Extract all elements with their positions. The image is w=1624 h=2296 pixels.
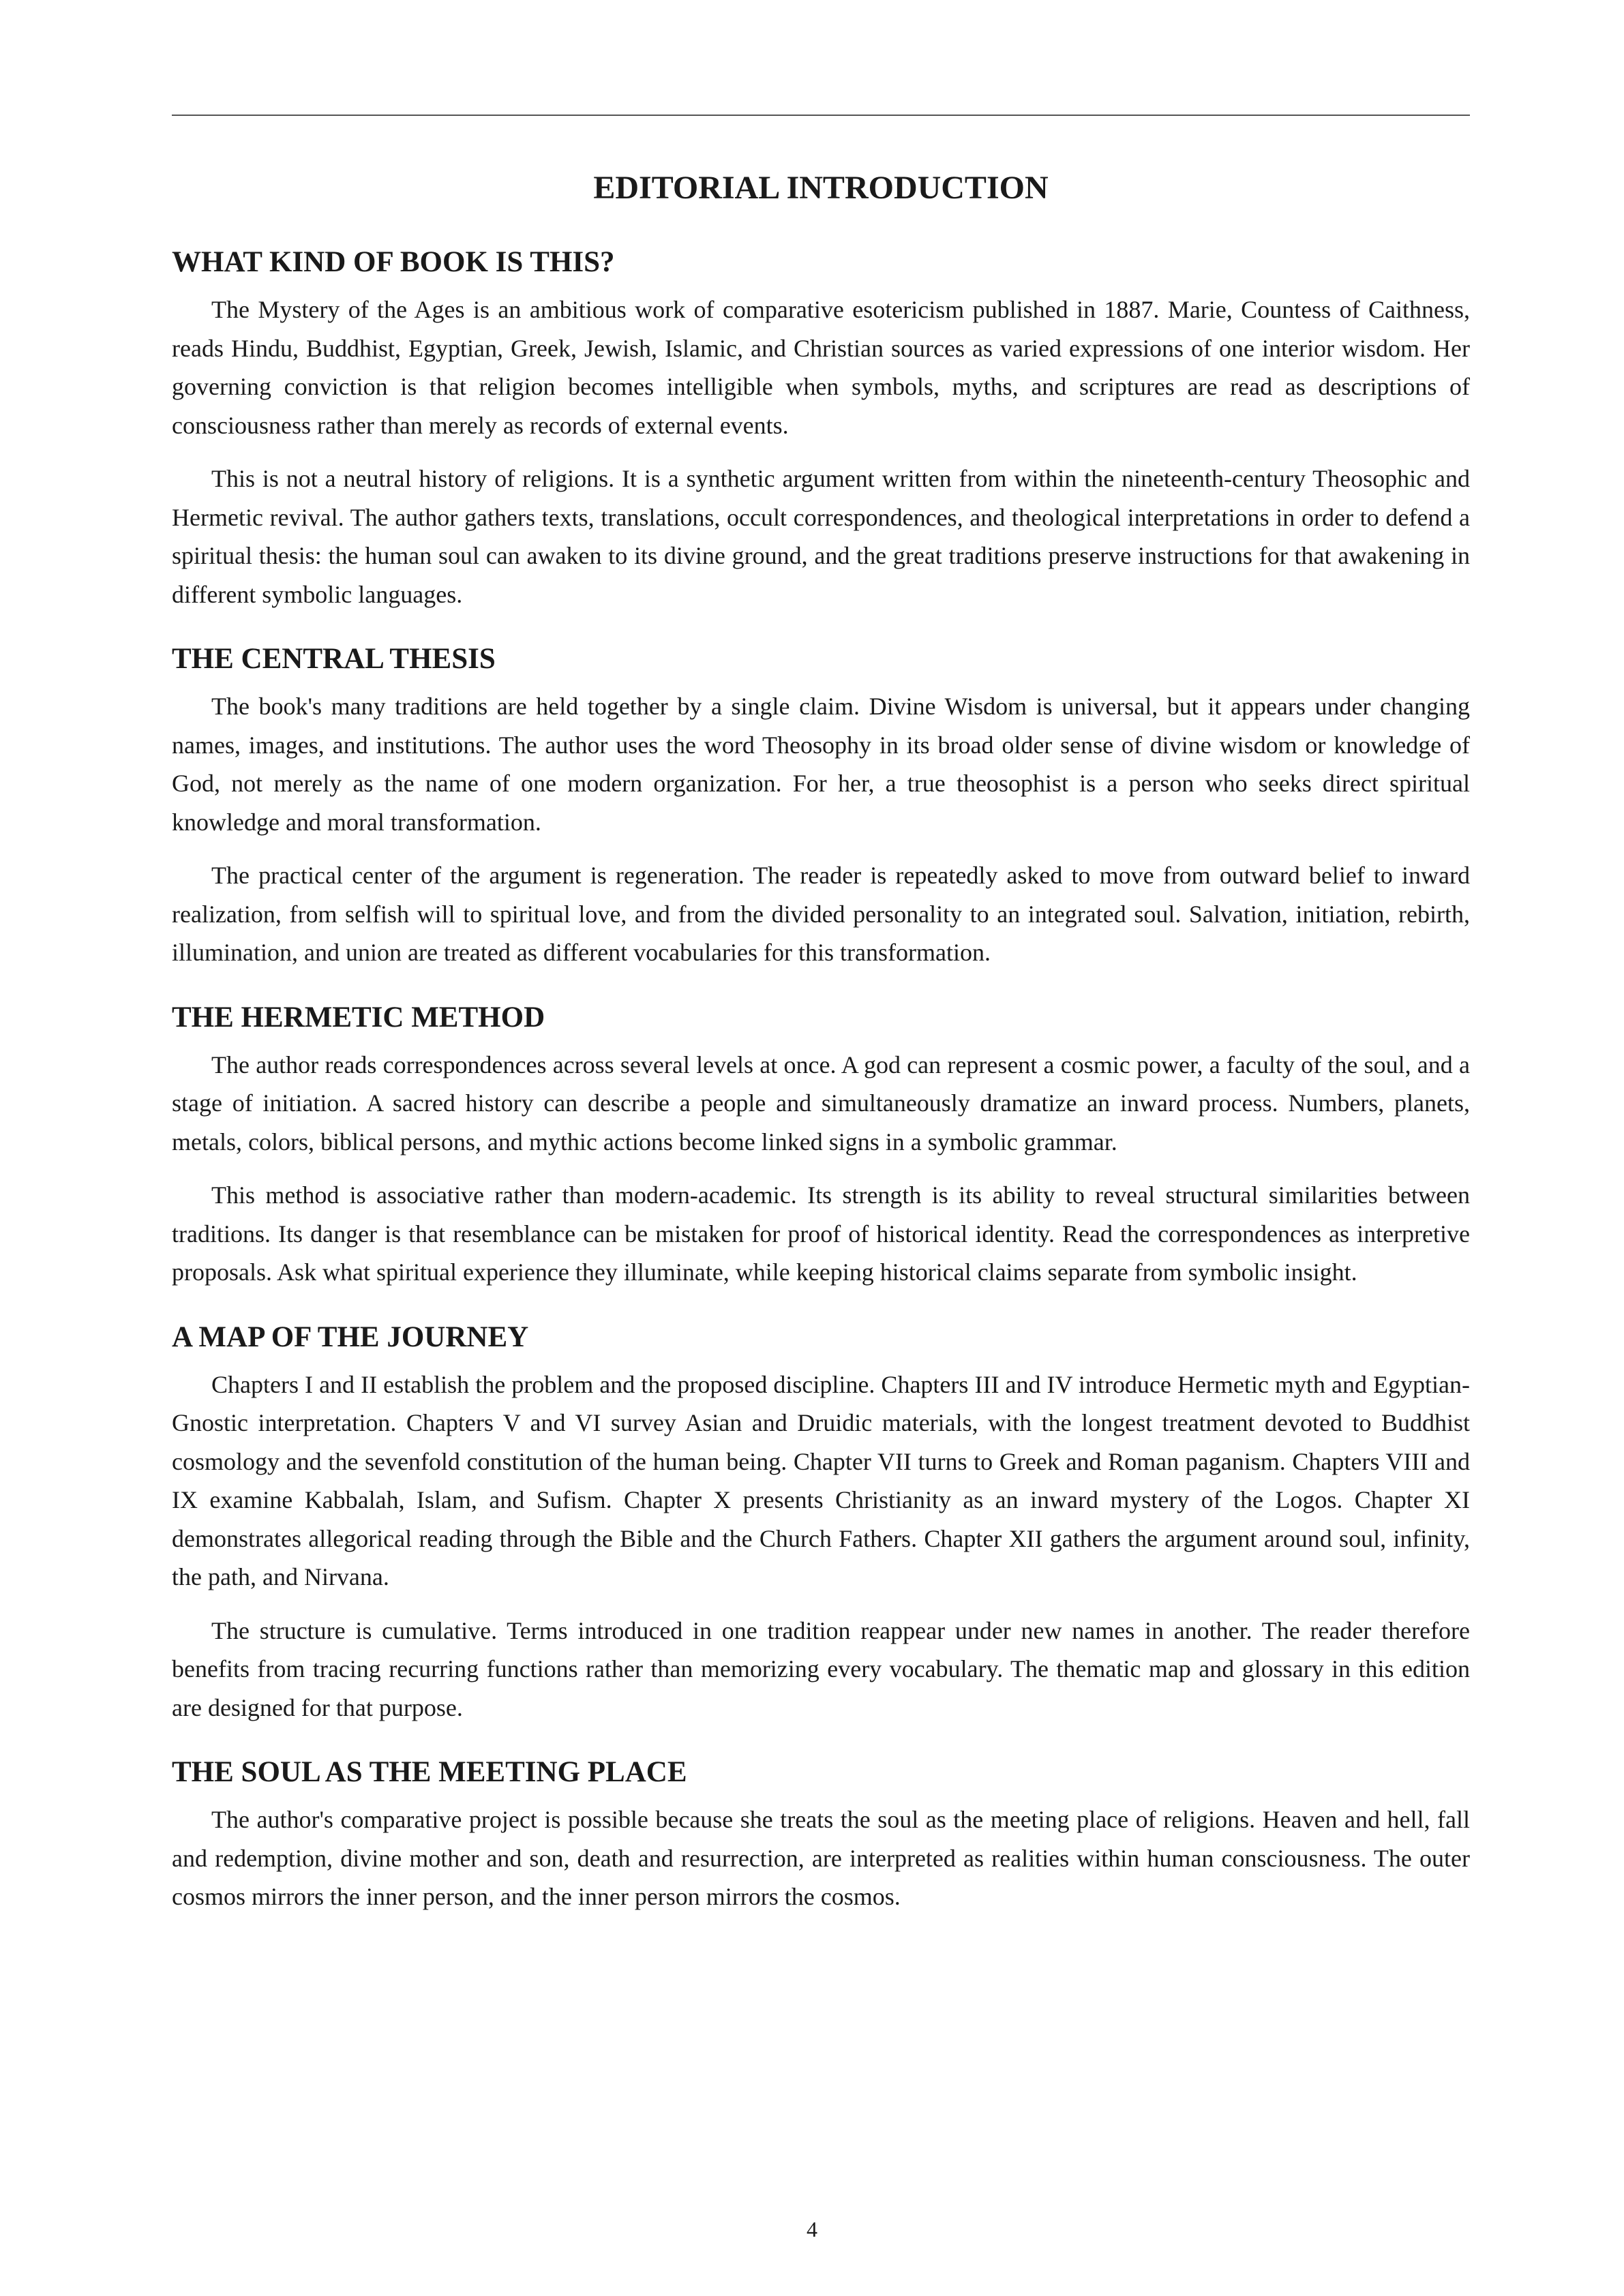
- section-what-kind-of-book: [172, 244, 1470, 614]
- paragraph: The Mystery of the Ages is an ambitious work of comparative esotericism published in 1887. Marie, Countess of Caithness, reads Hindu, Buddhist, Egyptian, Greek, Jewish, Islamic, and Christian sources as varied expressions of one interior wisdom. Her governing conviction is that religion becomes intelligible when symbols, myths, and scriptures are read as descriptions of consciousness rather than merely as records of external events.: [172, 296, 1470, 439]
- paragraph: The author's comparative project is possible because she treats the soul as the meeting place of religions. Heaven and hell, fall and redemption, divine mother and son, death and resurrection, are interpreted as realities within human consciousness. The outer cosmos mirrors the inner person, and the inner person mirrors the cosmos.: [172, 1806, 1470, 1910]
- paragraph: The author reads correspondences across several levels at once. A god can represent a cosmic power, a faculty of the soul, and a stage of initiation. A sacred history can describe a people and simultaneously dramatize an inward process. Numbers, planets, metals, colors, biblical persons, and mythic actions become linked signs in a symbolic grammar.: [172, 1051, 1470, 1155]
- section-heading: THE HERMETIC METHOD: [172, 1001, 545, 1033]
- paragraph: The structure is cumulative. Terms introduced in one tradition reappear under new names in another. The reader therefore benefits from tracing recurring functions rather than memorizing every vocabulary. The thematic map and glossary in this edition are designed for that purpose.: [172, 1616, 1470, 1721]
- page-content: [172, 168, 1470, 1931]
- paragraph: The practical center of the argument is regeneration. The reader is repeatedly asked to move from outward belief to inward realization, from selfish will to spiritual love, and from the divided personality to an integrated soul. Salvation, initiation, rebirth, illumination, and union are treated as different vocabularies for this transformation.: [172, 862, 1470, 966]
- page-title: EDITORIAL INTRODUCTION: [593, 170, 1049, 206]
- section-heading: THE SOUL AS THE MEETING PLACE: [172, 1756, 687, 1788]
- section-heading: WHAT KIND OF BOOK IS THIS?: [172, 246, 615, 278]
- section-central-thesis: [172, 641, 1470, 972]
- header-rule: [172, 115, 1470, 116]
- section-heading: THE CENTRAL THESIS: [172, 643, 496, 675]
- page-number: 4: [807, 2217, 817, 2241]
- paragraph: This is not a neutral history of religions. It is a synthetic argument written from within the nineteenth-century Theosophic and Hermetic revival. The author gathers texts, translations, occult correspondences, and theological interpretations in order to defend a spiritual thesis: the human soul can awaken to its divine ground, and the great traditions preserve instructions for that awakening in different symbolic languages.: [172, 465, 1470, 608]
- paragraph: This method is associative rather than modern-academic. Its strength is its ability to reveal structural similarities between traditions. Its danger is that resemblance can be mistaken for proof of historical identity. Read the correspondences as interpretive proposals. Ask what spiritual experience they illuminate, while keeping historical claims separate from symbolic insight.: [172, 1181, 1470, 1286]
- paragraph: The book's many traditions are held together by a single claim. Divine Wisdom is universal, but it appears under changing names, images, and institutions. The author uses the word Theosophy in its broad older sense of divine wisdom or knowledge of God, not merely as the name of one modern organization. For her, a true theosophist is a person who seeks direct spiritual knowledge and moral transformation.: [172, 693, 1470, 836]
- section-map-of-journey: [172, 1319, 1470, 1727]
- section-soul-meeting-place: [172, 1754, 1470, 1916]
- section-heading: A MAP OF THE JOURNEY: [172, 1320, 529, 1353]
- paragraph: Chapters I and II establish the problem and the proposed discipline. Chapters III and IV introduce Hermetic myth and Egyptian-Gnostic interpretation. Chapters V and VI survey Asian and Druidic materials, with the longest treatment devoted to Buddhist cosmology and the sevenfold constitution of the human being. Chapter VII turns to Greek and Roman paganism. Chapters VIII and IX examine Kabbalah, Islam, and Sufism. Chapter X presents Christianity as an inward mystery of the Logos. Chapter XI demonstrates allegorical reading through the Bible and the Church Fathers. Chapter XII gathers the argument around soul, infinity, the path, and Nirvana.: [172, 1370, 1470, 1590]
- section-hermetic-method: [172, 999, 1470, 1292]
